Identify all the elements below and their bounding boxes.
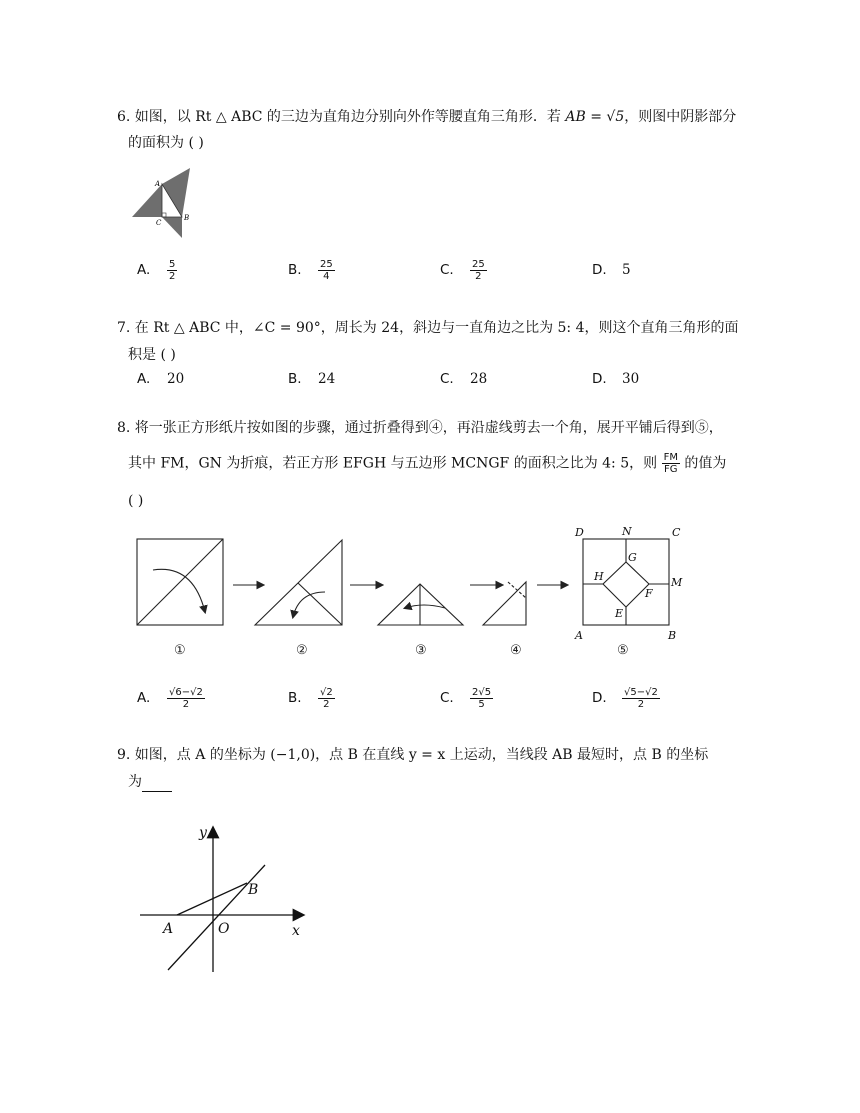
label-c: C [156,219,162,227]
answer-blank[interactable] [142,777,172,792]
label-c: C [672,526,681,539]
square-efgh [603,562,649,607]
q7-option-c[interactable]: C. 28 [440,371,488,387]
q7-line1: 7. 在 Rt △ ABC 中，∠C = 90°，周长为 24，斜边与一直角边之比为 5: 4，则这个直角三角形的面 [117,320,739,336]
q8-line3: ( ) [128,493,144,509]
label-a: A [575,629,583,642]
q6-option-a[interactable]: A. $\frac{5}{2}$ [137,259,176,282]
label-o: O [218,921,230,937]
q6-option-c[interactable]: C. $\frac{25}{2}$ [440,259,485,282]
label-b: B [184,214,190,222]
label-b: B [248,882,259,898]
label-n: N [622,525,632,538]
q6-line1: 6. 如图，以 Rt △ ABC 的三边为直角边分别向外作等腰直角三角形．若 AB = √5，则图中阴影部分 [117,109,737,125]
q7-line2: 积是 ( ) [128,347,176,363]
label-f: F [645,587,653,600]
q8-line1: 8. 将一张正方形纸片按如图的步骤，通过折叠得到④，再沿虚线剪去一个角，展开平铺后得到⑤， [117,420,723,436]
q6-line2: 的面积为 ( ) [128,135,204,151]
step-label-5: ⑤ [617,643,629,658]
q8-option-c[interactable]: C. $\frac{2√5}{5}$ [440,687,492,710]
label-h: H [594,570,604,583]
q8-option-d[interactable]: D. $\frac{√5-√2}{2}$ [592,687,658,710]
label-d: D [575,526,584,539]
step-label-3: ③ [415,643,427,658]
q6-option-d[interactable]: D. 5 [592,262,631,278]
label-m: M [671,576,683,589]
line-y-equals-x [168,865,265,970]
q9-coordinate-figure [135,822,315,977]
step-label-4: ④ [510,643,522,658]
shade-triangle-bottom [162,217,182,238]
q7-option-d[interactable]: D. 30 [592,371,640,387]
step-label-1: ① [174,643,186,658]
label-a: A [155,180,161,188]
step1-diagonal [137,539,223,625]
segment-ab [177,883,247,915]
label-g: G [628,551,637,564]
step-label-2: ② [296,643,308,658]
step2-fold-line [298,583,342,625]
q6-option-b[interactable]: B. $\frac{25}{4}$ [288,259,333,282]
label-e: E [615,607,624,620]
q6-figure [128,162,198,242]
q8-option-a[interactable]: A. $\frac{√6-√2}{2}$ [137,687,203,710]
label-a: A [163,921,174,937]
step3-fold-arrow [405,605,445,608]
step1-fold-arrow [153,569,205,612]
label-b: B [668,629,677,642]
q7-option-a[interactable]: A. 20 [137,371,185,387]
q8-folding-figure [125,522,695,662]
label-x: x [292,923,300,939]
q8-line2: 其中 FM，GN 为折痕，若正方形 EFGH 与五边形 MCNGF 的面积之比为 4: 5，则 $\frac{FM}{FG}$ 的值为 [128,452,727,475]
step4-triangle [483,582,526,625]
shade-triangle-left [132,184,162,217]
q9-line1: 9. 如图，点 A 的坐标为 (−1,0)，点 B 在直线 y = x 上运动，当线段 AB 最短时，点 B 的坐标 [117,747,709,763]
q9-line2: 为 [128,772,172,792]
label-y: y [199,825,207,841]
q7-option-b[interactable]: B. 24 [288,371,336,387]
q8-option-b[interactable]: B. $\frac{√2}{2}$ [288,687,333,710]
